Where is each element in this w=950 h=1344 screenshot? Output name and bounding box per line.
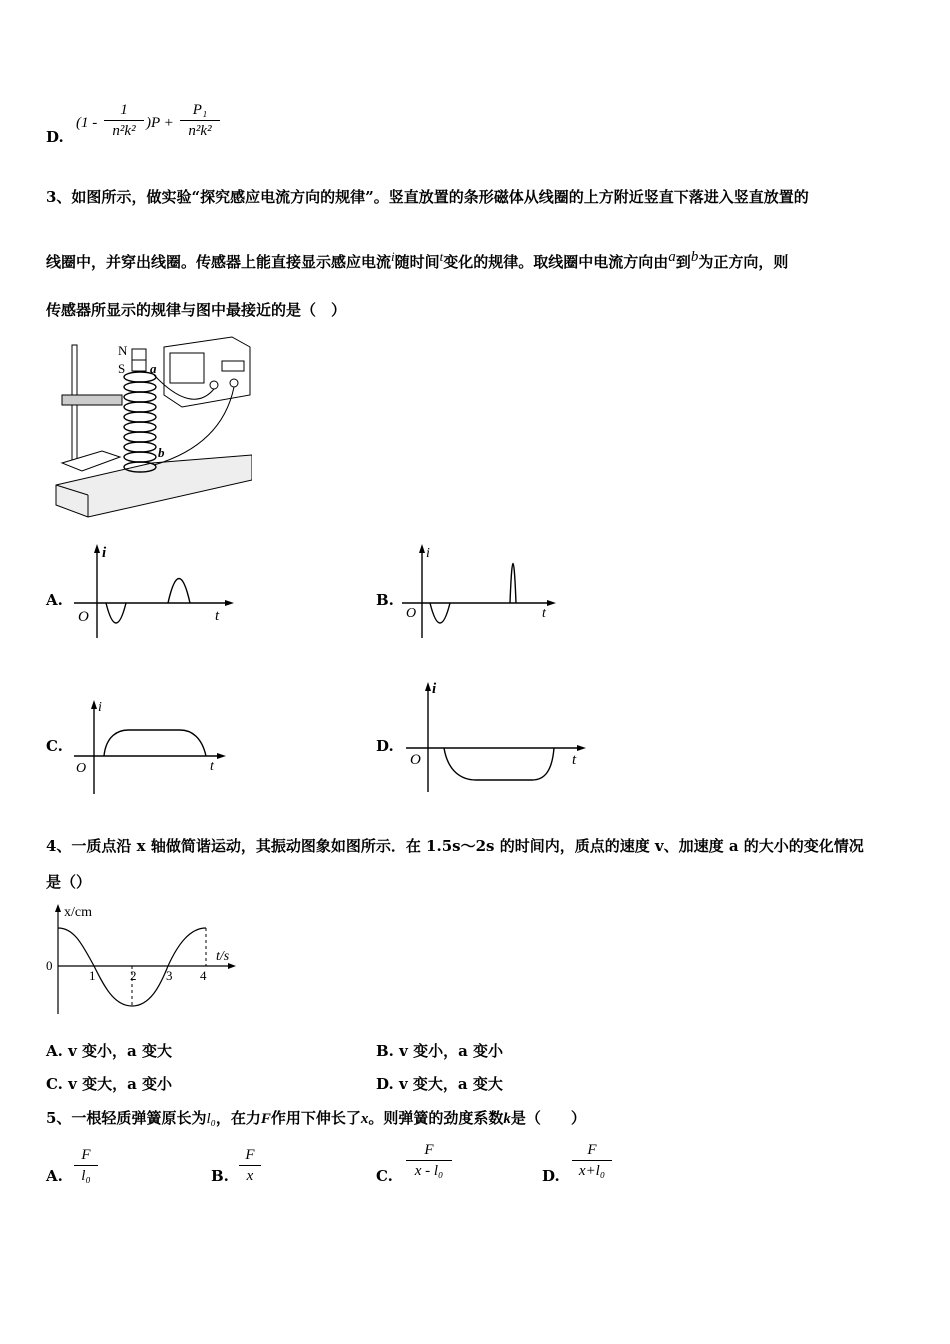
svg-text:t: t <box>572 752 577 768</box>
magnet-label-s: S <box>118 361 126 376</box>
q4-stem-line1: 4、一质点沿 x 轴做简谐运动，其振动图象如图所示．在 1.5s～2s 的时间内，质点的速度 v、加速度 a 的大小的变化情况 <box>46 837 864 855</box>
svg-text:3: 3 <box>166 968 173 983</box>
q4-option-a[interactable]: A. v 变小，a 变大 <box>46 1042 172 1060</box>
svg-text:O: O <box>78 609 89 625</box>
q2-option-d-frac2: P₁ n²k² <box>180 101 220 140</box>
q4-vibration-graph <box>42 900 242 1018</box>
svg-text:O: O <box>76 761 87 776</box>
coil-terminal-a: a <box>150 361 157 376</box>
q5-option-a-label[interactable]: A. <box>46 1167 63 1185</box>
q5-option-d-label[interactable]: D. <box>542 1167 560 1185</box>
svg-text:0: 0 <box>46 958 53 973</box>
q2-option-d-label: D. <box>46 128 64 146</box>
q3-stem-line1: 3、如图所示，做实验“探究感应电流方向的规律”。竖直放置的条形磁体从线圈的上方附近竖直下落进入竖直放置的 <box>46 188 809 206</box>
q5-option-d-fraction[interactable]: F x+l₀ <box>572 1141 612 1180</box>
q5-option-c-fraction[interactable]: F x - l₀ <box>406 1141 452 1180</box>
svg-text:2: 2 <box>130 968 137 983</box>
svg-text:t: t <box>542 606 546 621</box>
q5-option-c-label[interactable]: C. <box>376 1167 393 1185</box>
q2-option-d-frac1: 1 n²k² <box>104 101 144 140</box>
q5-option-b-label[interactable]: B. <box>211 1167 229 1185</box>
q2-option-d-prefix: (1 - <box>76 115 98 131</box>
q4-stem-line2: 是（） <box>46 873 92 891</box>
svg-text:O: O <box>406 606 417 621</box>
svg-text:t: t <box>210 759 214 774</box>
q4-option-b[interactable]: B. v 变小，a 变小 <box>376 1042 504 1060</box>
q3-option-a-label[interactable]: A. <box>46 591 63 609</box>
q3-option-c-label[interactable]: C. <box>46 737 63 755</box>
svg-text:4: 4 <box>200 968 207 983</box>
svg-text:1: 1 <box>89 968 96 983</box>
q3-option-c-graph <box>72 690 242 800</box>
q3-stem-line2: 线圈中，并穿出线圈。传感器上能直接显示感应电流$^i$随时间$^t$变化的规律。取线圈中电流方向由$^a$到$^b$为正方向，则 <box>46 249 789 271</box>
svg-text:i: i <box>98 700 102 715</box>
q4-option-c[interactable]: C. v 变大，a 变小 <box>46 1075 173 1093</box>
q3-option-b-graph <box>402 540 572 640</box>
q4-option-d[interactable]: D. v 变大，a 变大 <box>376 1075 503 1093</box>
svg-text:t/s: t/s <box>216 949 230 964</box>
q5-option-a-fraction[interactable]: F l₀ <box>74 1146 98 1185</box>
svg-text:i: i <box>102 545 107 561</box>
q3-option-d-graph <box>402 676 592 796</box>
svg-text:i: i <box>432 681 437 697</box>
q3-stem-line3: 传感器所显示的规律与图中最接近的是（ ） <box>46 301 347 319</box>
q5-stem: 5、一根轻质弹簧原长为l₀，在力F作用下伸长了x。则弹簧的劲度系数k是（ ） <box>46 1109 586 1127</box>
svg-text:x/cm: x/cm <box>64 905 92 920</box>
q2-option-d-mid: )P + <box>146 115 174 131</box>
q3-apparatus-figure <box>52 335 252 520</box>
svg-text:t: t <box>215 608 220 624</box>
svg-text:O: O <box>410 752 421 768</box>
q5-option-b-fraction[interactable]: F x <box>239 1146 261 1185</box>
svg-text:i: i <box>426 546 430 561</box>
q3-option-d-label[interactable]: D. <box>376 737 394 755</box>
q3-option-b-label[interactable]: B. <box>376 591 394 609</box>
q3-option-a-graph <box>72 540 242 640</box>
coil-terminal-b: b <box>158 445 165 460</box>
magnet-label-n: N <box>118 343 128 358</box>
